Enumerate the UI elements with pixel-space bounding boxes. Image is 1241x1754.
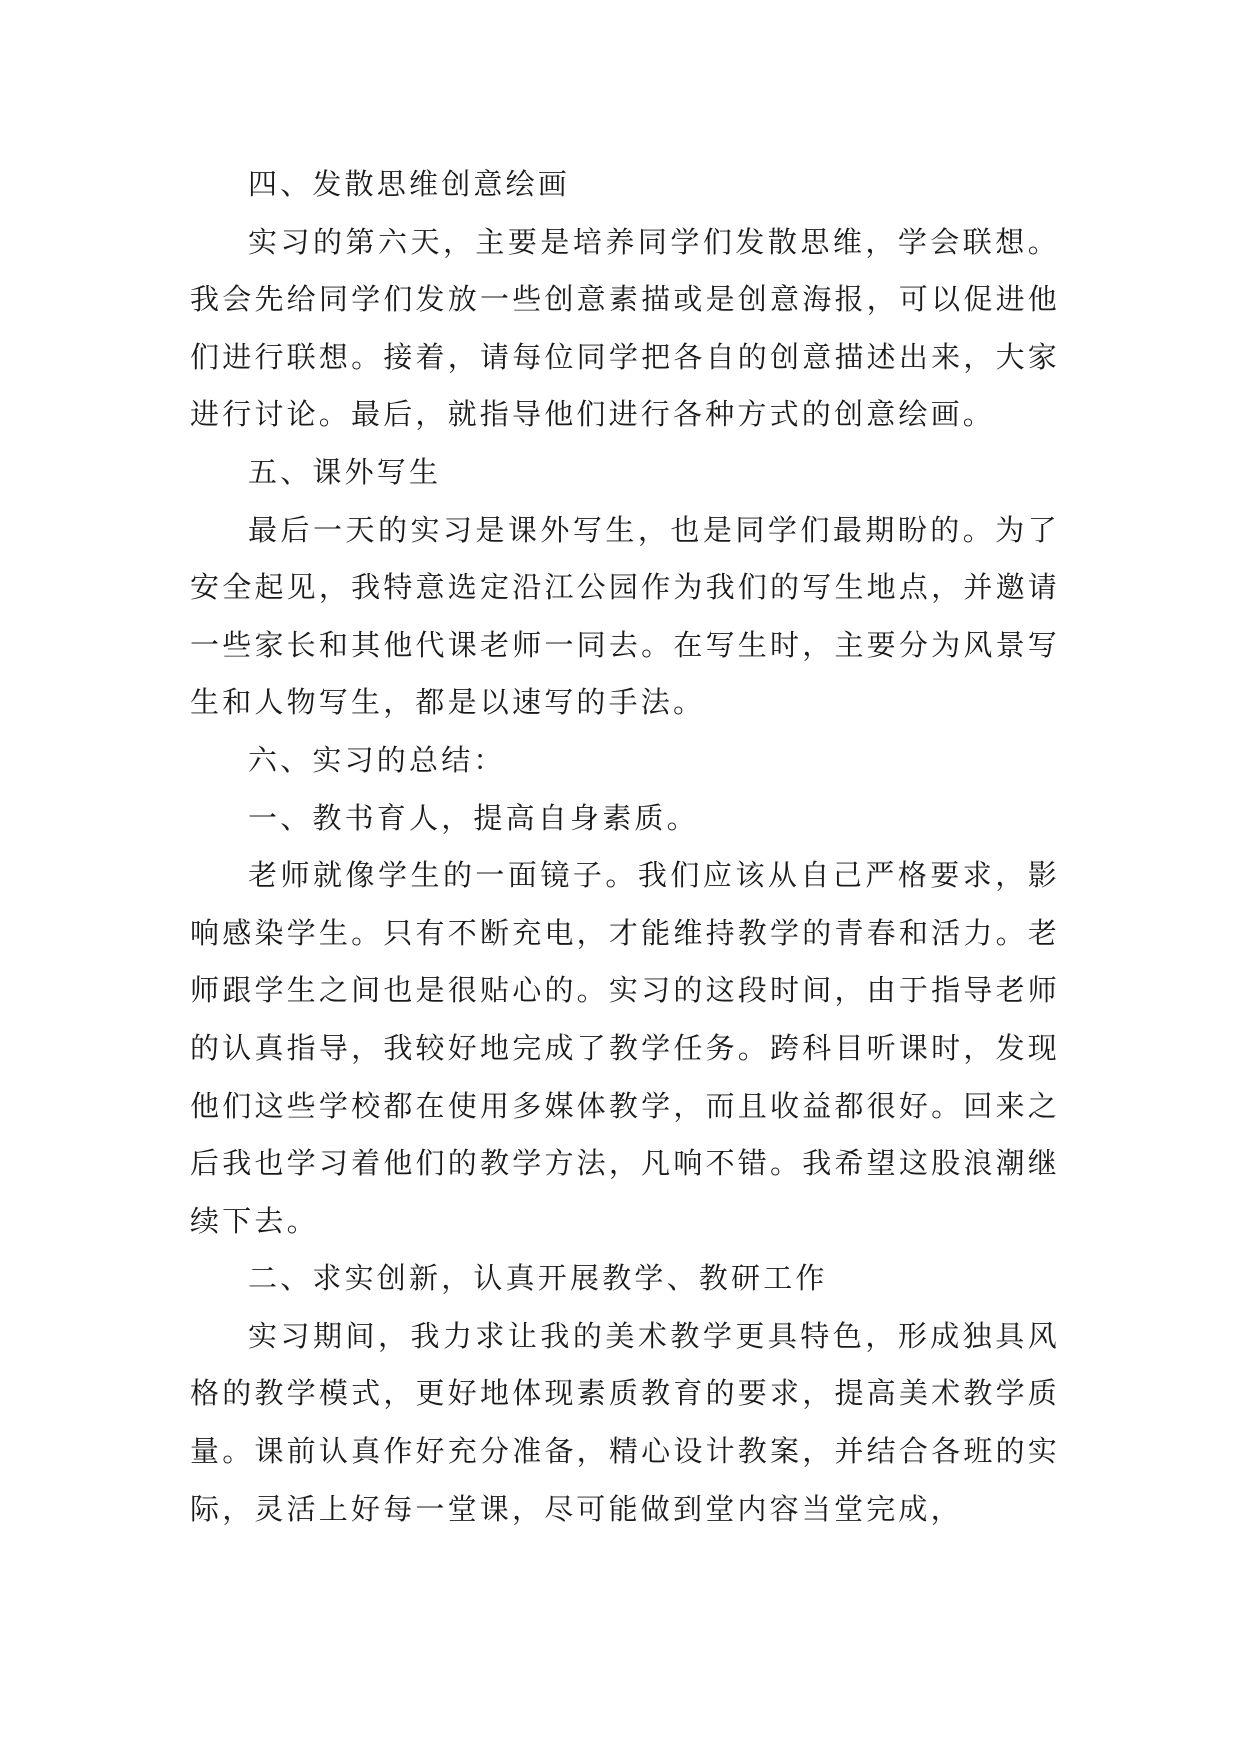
section-heading-outdoor-sketching: 五、课外写生 [248, 454, 442, 489]
section-heading-summary: 六、实习的总结： [248, 742, 506, 777]
subheading-innovation: 二、求实创新，认真开展教学、教研工作 [248, 1261, 828, 1296]
subheading-teaching-education: 一、教书育人，提高自身素质。 [248, 800, 699, 835]
paragraph-teacher-mirror: 老师就像学生的一面镜子。我们应该从自己严格要求，影响感染学生。只有不断充电，才能维持教学的青春和活力。老师跟学生之间也是很贴心的。实习的这段时间，由于指导老师的认真指导，我较好地完成了教学任务。跨科目听课时，发现他们这些学校都在使用多媒体教学，而且收益都很好。回来之后我也学习着他们的教学方法，凡响不错。我希望这股浪潮继续下去。 [190, 858, 1060, 1238]
paragraph-last-day: 最后一天的实习是课外写生，也是同学们最期盼的。为了安全起见，我特意选定沿江公园作为我们的写生地点，并邀请一些家长和其他代课老师一同去。在写生时，主要分为风景写生和人物写生，都是以速写的手法。 [190, 512, 1060, 720]
document-page [190, 156, 1060, 1538]
section-heading-divergent-thinking: 四、发散思维创意绘画 [248, 167, 571, 201]
paragraph-internship-period: 实习期间，我力求让我的美术教学更具特色，形成独具风格的教学模式，更好地体现素质教育的要求，提高美术教学质量。课前认真作好充分准备，精心设计教案，并结合各班的实际，灵活上好每一堂课，尽可能做到堂内容当堂完成， [190, 1318, 1060, 1526]
paragraph-day-six: 实习的第六天，主要是培养同学们发散思维，学会联想。我会先给同学们发放一些创意素描或是创意海报，可以促进他们进行联想。接着，请每位同学把各自的创意描述出来，大家进行讨论。最后，就指导他们进行各种方式的创意绘画。 [190, 224, 1060, 432]
